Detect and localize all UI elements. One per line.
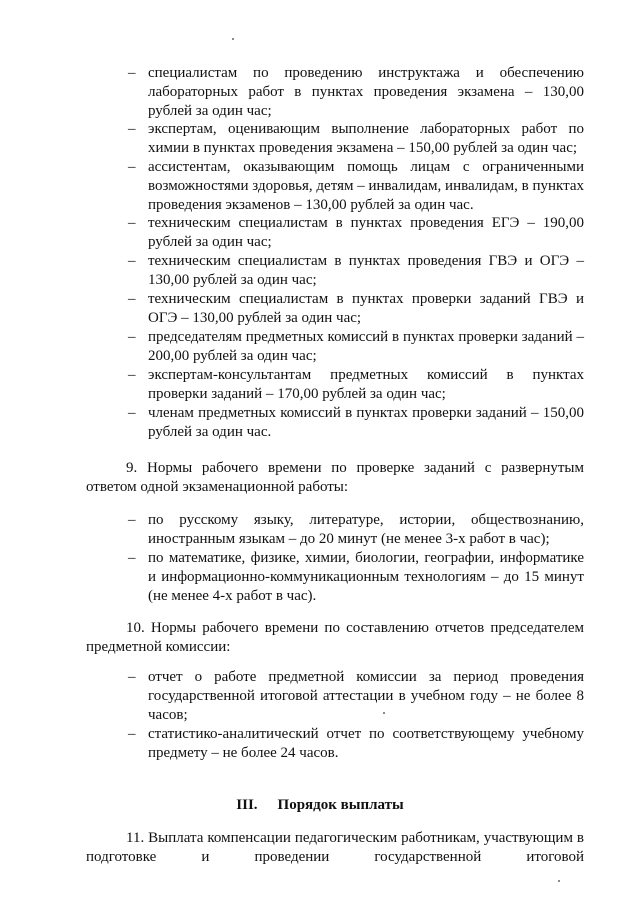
list-item: – ассистентам, оказывающим помощь лицам с ограниченными возможностями здоровья, детям – инвалидам, инвалидам, в пунктах проведения экзаменов – 130,00 рублей за один час. [128,159,584,213]
paragraph-9: 9. Нормы рабочего времени по проверке заданий с развернутым ответом одной экзаменационной работы: [86,460,584,495]
report-norms-list [128,668,584,763]
list-item: – специалистам по проведению инструктажа и обеспечению лабораторных работ в пунктах проведения экзамена – 130,00 рублей за один час; [128,65,584,119]
section-number: III. [236,797,258,813]
list-item: – статистико-аналитический отчет по соответствующему учебному предмету – не более 24 часов. [128,726,584,761]
list-item: – техническим специалистам в пунктах проведения ЕГЭ – 190,00 рублей за один час; [128,215,584,250]
list-item: – отчет о работе предметной комиссии за период проведения государственной итоговой аттестации в учебном году – не более 8 часов; [128,669,584,723]
list-item: – техническим специалистам в пунктах проверки заданий ГВЭ и ОГЭ – 130,00 рублей за один час; [128,291,584,326]
scan-speck [383,712,385,714]
list-item: – техническим специалистам в пунктах проведения ГВЭ и ОГЭ – 130,00 рублей за один час; [128,253,584,288]
list-item: – экспертам-консультантам предметных комиссий в пунктах проверки заданий – 170,00 рублей за один час; [128,367,584,402]
time-norms-list [128,511,584,606]
list-item: – членам предметных комиссий в пунктах проверки заданий – 150,00 рублей за один час. [128,405,584,440]
list-item: – по математике, физике, химии, биологии, географии, информатике и информационно-коммуникационным технологиям – до 15 минут (не менее 4-х работ в час). [128,550,584,604]
section-heading [0,796,640,815]
paragraph-10: 10. Нормы рабочего времени по составлению отчетов председателем предметной комиссии: [86,620,584,655]
scan-speck [558,880,560,882]
list-item: – по русскому языку, литературе, истории, обществознанию, иностранным языкам – до 20 минут (не менее 3-х работ в час); [128,512,584,547]
scan-speck [232,38,234,40]
list-item: – председателям предметных комиссий в пунктах проверки заданий – 200,00 рублей за один час; [128,329,584,364]
paragraph-11: 11. Выплата компенсации педагогическим работникам, участвующим в подготовке и проведении государственной итоговой [86,830,584,865]
rates-list [128,64,584,442]
list-item: – экспертам, оценивающим выполнение лабораторных работ по химии в пунктах проведения экзамена – 150,00 рублей за один час; [128,121,584,156]
section-title: Порядок выплаты [277,797,404,813]
